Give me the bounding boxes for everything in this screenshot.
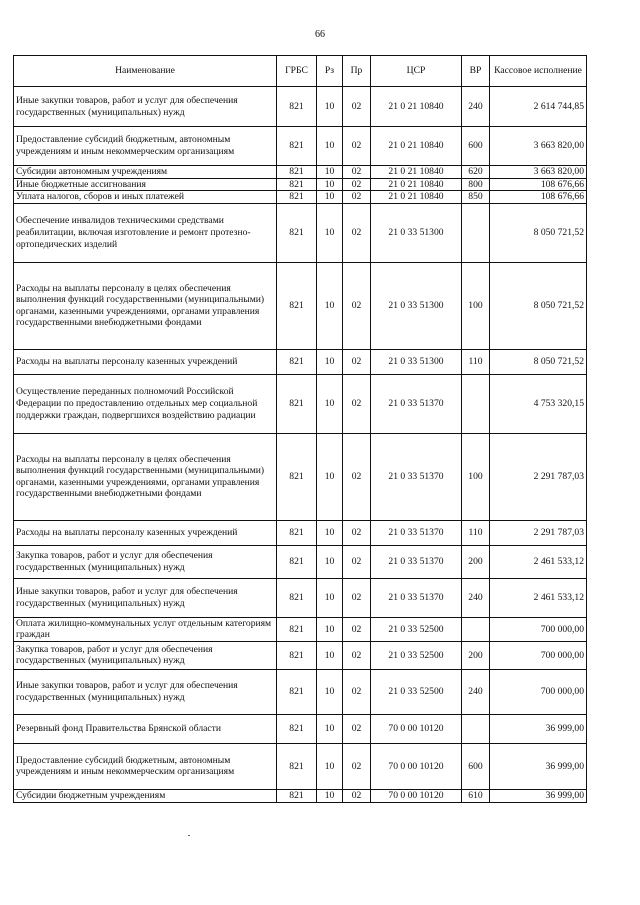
table-row [14, 166, 587, 179]
cell-amount: 2 291 787,03 [490, 433, 587, 520]
cell-vr [462, 203, 490, 262]
cell-name: Субсидии бюджетным учреждениям [14, 789, 277, 802]
cell-rz: 10 [317, 714, 343, 743]
cell-name: Иные бюджетные ассигнования [14, 178, 277, 191]
page-number: 66 [315, 29, 325, 40]
table-row [14, 743, 587, 789]
cell-name: Закупка товаров, работ и услуг для обеспечения государственных (муниципальных) нужд [14, 641, 277, 669]
cell-csr: 21 0 33 51370 [371, 374, 462, 433]
cell-name: Иные закупки товаров, работ и услуг для обеспечения государственных (муниципальных) нужд [14, 87, 277, 127]
cell-rz: 10 [317, 617, 343, 641]
cell-rz: 10 [317, 191, 343, 204]
table-row [14, 87, 587, 127]
cell-amount: 3 663 820,00 [490, 166, 587, 179]
cell-rz: 10 [317, 178, 343, 191]
cell-csr: 21 0 21 10840 [371, 191, 462, 204]
cell-amount: 8 050 721,52 [490, 349, 587, 374]
cell-vr [462, 617, 490, 641]
cell-vr: 610 [462, 789, 490, 802]
cell-amount: 700 000,00 [490, 641, 587, 669]
cell-pr: 02 [343, 789, 371, 802]
cell-vr: 240 [462, 669, 490, 714]
table-row [14, 374, 587, 433]
cell-vr: 200 [462, 545, 490, 578]
cell-csr: 21 0 33 51370 [371, 545, 462, 578]
cell-name: Субсидии автономным учреждениям [14, 166, 277, 179]
cell-rz: 10 [317, 433, 343, 520]
table-row [14, 349, 587, 374]
cell-rz: 10 [317, 669, 343, 714]
cell-pr: 02 [343, 578, 371, 617]
table-row [14, 669, 587, 714]
cell-rz: 10 [317, 641, 343, 669]
cell-grbs: 821 [277, 203, 317, 262]
cell-pr: 02 [343, 191, 371, 204]
cell-csr: 21 0 33 51300 [371, 262, 462, 349]
cell-csr: 21 0 33 52500 [371, 669, 462, 714]
cell-pr: 02 [343, 178, 371, 191]
cell-amount: 4 753 320,15 [490, 374, 587, 433]
cell-pr: 02 [343, 166, 371, 179]
cell-grbs: 821 [277, 178, 317, 191]
cell-pr: 02 [343, 203, 371, 262]
cell-grbs: 821 [277, 641, 317, 669]
cell-vr: 200 [462, 641, 490, 669]
cell-rz: 10 [317, 166, 343, 179]
cell-vr: 600 [462, 743, 490, 789]
cell-name: Осуществление переданных полномочий Российской Федерации по предоставлению отдельных мер социальной поддержки граждан, подвергшихся воздействию радиации [14, 374, 277, 433]
cell-csr: 21 0 33 52500 [371, 641, 462, 669]
cell-grbs: 821 [277, 520, 317, 545]
cell-rz: 10 [317, 203, 343, 262]
table-row [14, 178, 587, 191]
cell-amount: 8 050 721,52 [490, 203, 587, 262]
cell-rz: 10 [317, 743, 343, 789]
cell-vr: 620 [462, 166, 490, 179]
cell-amount: 2 614 744,85 [490, 87, 587, 127]
cell-amount: 36 999,00 [490, 789, 587, 802]
cell-pr: 02 [343, 669, 371, 714]
cell-rz: 10 [317, 520, 343, 545]
cell-vr: 110 [462, 520, 490, 545]
cell-rz: 10 [317, 578, 343, 617]
table-row [14, 520, 587, 545]
cell-name: Резервный фонд Правительства Брянской области [14, 714, 277, 743]
cell-pr: 02 [343, 714, 371, 743]
cell-vr [462, 714, 490, 743]
cell-name: Расходы на выплаты персоналу в целях обеспечения выполнения функций государственными (муниципальными) органами, казенными учреждениями, органами управления государственными внебюджетными фондами [14, 262, 277, 349]
cell-grbs: 821 [277, 166, 317, 179]
cell-grbs: 821 [277, 349, 317, 374]
cell-csr: 70 0 00 10120 [371, 743, 462, 789]
header-rz: Рз [317, 56, 343, 87]
cell-csr: 21 0 33 51300 [371, 203, 462, 262]
table-row [14, 191, 587, 204]
cell-grbs: 821 [277, 87, 317, 127]
cell-grbs: 821 [277, 743, 317, 789]
cell-grbs: 821 [277, 714, 317, 743]
cell-name: Расходы на выплаты персоналу казенных учреждений [14, 349, 277, 374]
cell-grbs: 821 [277, 669, 317, 714]
table-row [14, 433, 587, 520]
cell-name: Расходы на выплаты персоналу в целях обеспечения выполнения функций государственными (муниципальными) органами, казенными учреждениями, органами управления государственными внебюджетными фондами [14, 433, 277, 520]
cell-amount: 8 050 721,52 [490, 262, 587, 349]
cell-name: Предоставление субсидий бюджетным, автономным учреждениям и иным некоммерческим организациям [14, 743, 277, 789]
cell-vr [462, 374, 490, 433]
header-vr: ВР [462, 56, 490, 87]
cell-rz: 10 [317, 349, 343, 374]
cell-name: Иные закупки товаров, работ и услуг для обеспечения государственных (муниципальных) нужд [14, 578, 277, 617]
cell-csr: 21 0 21 10840 [371, 87, 462, 127]
cell-grbs: 821 [277, 545, 317, 578]
cell-csr: 21 0 21 10840 [371, 127, 462, 166]
cell-amount: 2 291 787,03 [490, 520, 587, 545]
cell-csr: 70 0 00 10120 [371, 714, 462, 743]
header-name: Наименование [14, 56, 277, 87]
header-csr: ЦСР [371, 56, 462, 87]
cell-amount: 700 000,00 [490, 669, 587, 714]
table-row [14, 262, 587, 349]
cell-rz: 10 [317, 127, 343, 166]
cell-csr: 21 0 33 51370 [371, 520, 462, 545]
cell-vr: 110 [462, 349, 490, 374]
cell-rz: 10 [317, 789, 343, 802]
table-row [14, 714, 587, 743]
cell-rz: 10 [317, 545, 343, 578]
page-mark [188, 835, 190, 836]
header-pr: Пр [343, 56, 371, 87]
cell-vr: 850 [462, 191, 490, 204]
cell-pr: 02 [343, 641, 371, 669]
cell-grbs: 821 [277, 617, 317, 641]
cell-pr: 02 [343, 520, 371, 545]
cell-pr: 02 [343, 433, 371, 520]
cell-amount: 36 999,00 [490, 743, 587, 789]
cell-csr: 21 0 33 52500 [371, 617, 462, 641]
cell-grbs: 821 [277, 374, 317, 433]
cell-vr: 240 [462, 578, 490, 617]
table-row [14, 641, 587, 669]
cell-rz: 10 [317, 374, 343, 433]
table-row [14, 789, 587, 802]
cell-vr: 800 [462, 178, 490, 191]
cell-amount: 700 000,00 [490, 617, 587, 641]
table-row [14, 127, 587, 166]
cell-csr: 21 0 33 51370 [371, 578, 462, 617]
cell-grbs: 821 [277, 578, 317, 617]
cell-amount: 2 461 533,12 [490, 545, 587, 578]
budget-table [13, 55, 587, 803]
cell-vr: 240 [462, 87, 490, 127]
cell-name: Оплата жилищно-коммунальных услуг отдельным категориям граждан [14, 617, 277, 641]
cell-csr: 70 0 00 10120 [371, 789, 462, 802]
header-amount: Кассовое исполнение [490, 56, 587, 87]
cell-vr: 100 [462, 262, 490, 349]
cell-pr: 02 [343, 617, 371, 641]
cell-csr: 21 0 21 10840 [371, 178, 462, 191]
table-row [14, 617, 587, 641]
cell-grbs: 821 [277, 127, 317, 166]
cell-vr: 100 [462, 433, 490, 520]
cell-name: Иные закупки товаров, работ и услуг для обеспечения государственных (муниципальных) нужд [14, 669, 277, 714]
cell-csr: 21 0 33 51300 [371, 349, 462, 374]
cell-pr: 02 [343, 743, 371, 789]
cell-name: Расходы на выплаты персоналу казенных учреждений [14, 520, 277, 545]
cell-name: Закупка товаров, работ и услуг для обеспечения государственных (муниципальных) нужд [14, 545, 277, 578]
cell-pr: 02 [343, 262, 371, 349]
cell-amount: 3 663 820,00 [490, 127, 587, 166]
cell-name: Уплата налогов, сборов и иных платежей [14, 191, 277, 204]
cell-csr: 21 0 33 51370 [371, 433, 462, 520]
cell-amount: 108 676,66 [490, 191, 587, 204]
cell-name: Предоставление субсидий бюджетным, автономным учреждениям и иным некоммерческим организациям [14, 127, 277, 166]
cell-amount: 2 461 533,12 [490, 578, 587, 617]
cell-grbs: 821 [277, 433, 317, 520]
cell-grbs: 821 [277, 191, 317, 204]
cell-pr: 02 [343, 87, 371, 127]
table-row [14, 203, 587, 262]
table-row [14, 578, 587, 617]
cell-amount: 36 999,00 [490, 714, 587, 743]
cell-pr: 02 [343, 545, 371, 578]
header-grbs: ГРБС [277, 56, 317, 87]
cell-vr: 600 [462, 127, 490, 166]
cell-rz: 10 [317, 262, 343, 349]
cell-pr: 02 [343, 374, 371, 433]
cell-name: Обеспечение инвалидов техническими средствами реабилитации, включая изготовление и ремонт протезно-ортопедических изделий [14, 203, 277, 262]
table-row [14, 545, 587, 578]
cell-pr: 02 [343, 349, 371, 374]
cell-pr: 02 [343, 127, 371, 166]
cell-rz: 10 [317, 87, 343, 127]
table-header [14, 56, 587, 87]
cell-grbs: 821 [277, 789, 317, 802]
cell-csr: 21 0 21 10840 [371, 166, 462, 179]
cell-grbs: 821 [277, 262, 317, 349]
cell-amount: 108 676,66 [490, 178, 587, 191]
